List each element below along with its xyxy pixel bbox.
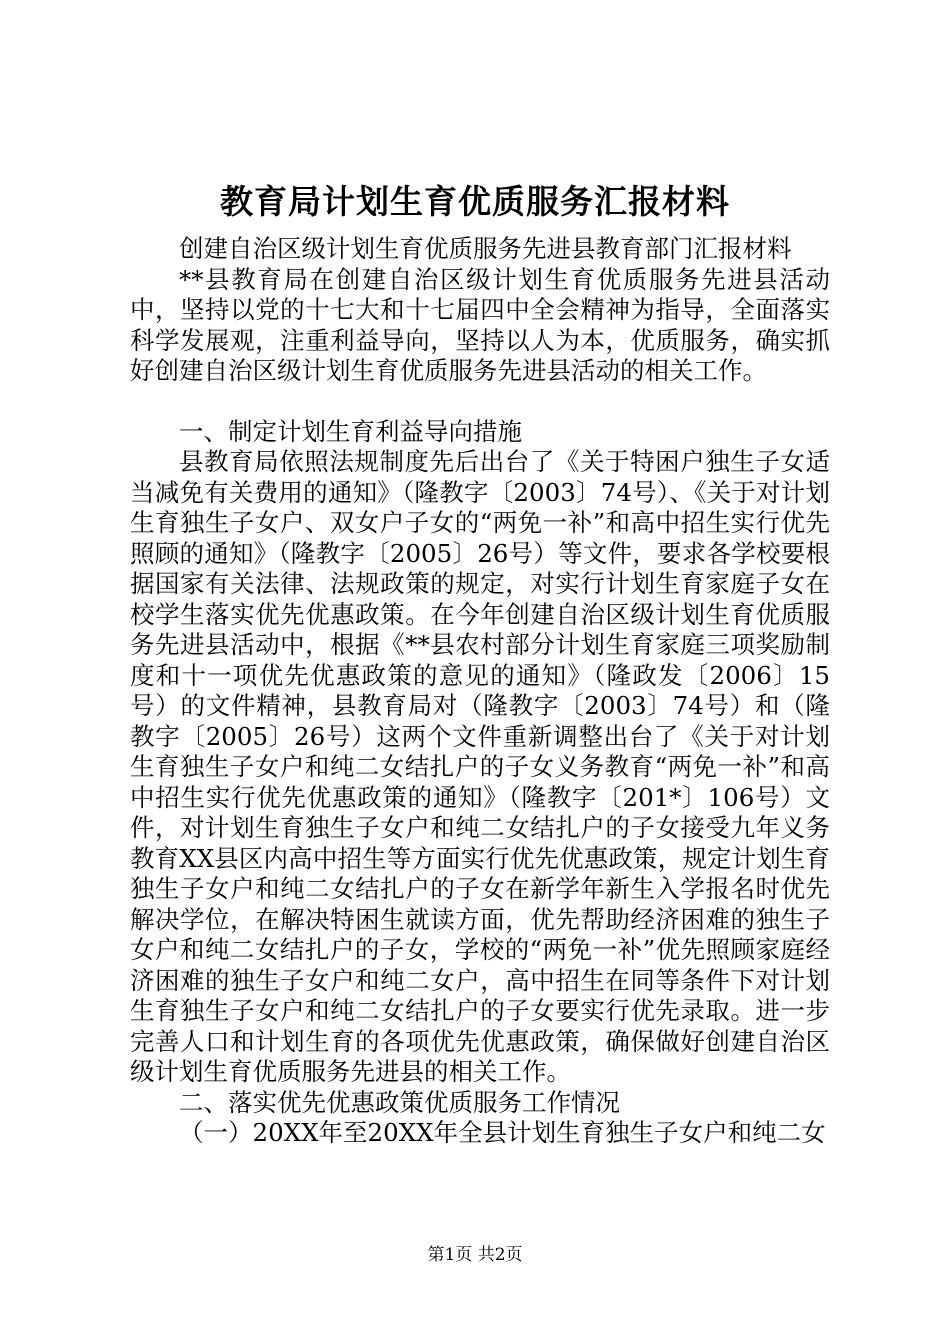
paragraph-gap [130, 387, 830, 417]
document-title: 教育局计划生育优质服务汇报材料 [220, 182, 730, 221]
document-body [130, 234, 830, 1149]
subsection-1-paragraph: （一）20XX年至20XX年全县计划生育独生子女户和纯二女 [179, 1118, 826, 1147]
section-heading-1: 一、制定计划生育利益导向措施 [179, 416, 522, 446]
section-1-paragraph: 县教育局依照法规制度先后出台了《关于特困户独生子女适当减免有关费用的通知》（隆教字〔2003〕74号）、《关于对计划生育独生子女户、双女户子女的“两免一补”和高中招生实行优先照顾的通知》（隆教字〔2005〕26号）等文件，要求各学校要根据国家有关法律、法规政策的规定，对实行计划生育家庭子女在校学生落实优先优惠政策。在今年创建自治区级计划生育优质服务先进县活动中，根据《**县农村部分计划生育家庭三项奖励制度和十一项优先优惠政策的意见的通知》（隆政发〔2006〕15号）的文件精神，县教育局对（隆教字〔2003〕74号）和（隆教字〔2005〕26号）这两个文件重新调整出台了《关于对计划生育独生子女户和纯二女结扎户的子女义务教育“两免一补”和高中招生实行优先优惠政策的通知》（隆教字〔201*〕106号）文件，对计划生育独生子女户和纯二女结扎户的子女接受九年义务教育XX县区内高中招生等方面实行优先优惠政策，规定计划生育独生子女户和纯二女结扎户的子女在新学年新生入学报名时优先解决学位，在解决特困生就读方面，优先帮助经济困难的独生子女户和纯二女结扎户的子女，学校的“两免一补”优先照顾家庭经济困难的独生子女户和纯二女户，高中招生在同等条件下对计划生育独生子女户和纯二女结扎户的子女要实行优先录取。进一步完善人口和计划生育的各项优先优惠政策，确保做好创建自治区级计划生育优质服务先进县的相关工作。 [130, 447, 830, 1086]
intro-paragraph: **县教育局在创建自治区级计划生育优质服务先进县活动中，坚持以党的十七大和十七届四中全会精神为指导，全面落实科学发展观，注重利益导向，坚持以人为本，优质服务，确实抓好创建自治区级计划生育优质服务先进县活动的相关工作。 [130, 264, 830, 385]
section-heading-2: 二、落实优先优惠政策优质服务工作情况 [179, 1087, 620, 1117]
page-number-footer: 第1页 共2页 [427, 1245, 523, 1265]
subtitle-paragraph: 创建自治区级计划生育优质服务先进县教育部门汇报材料 [179, 234, 792, 263]
